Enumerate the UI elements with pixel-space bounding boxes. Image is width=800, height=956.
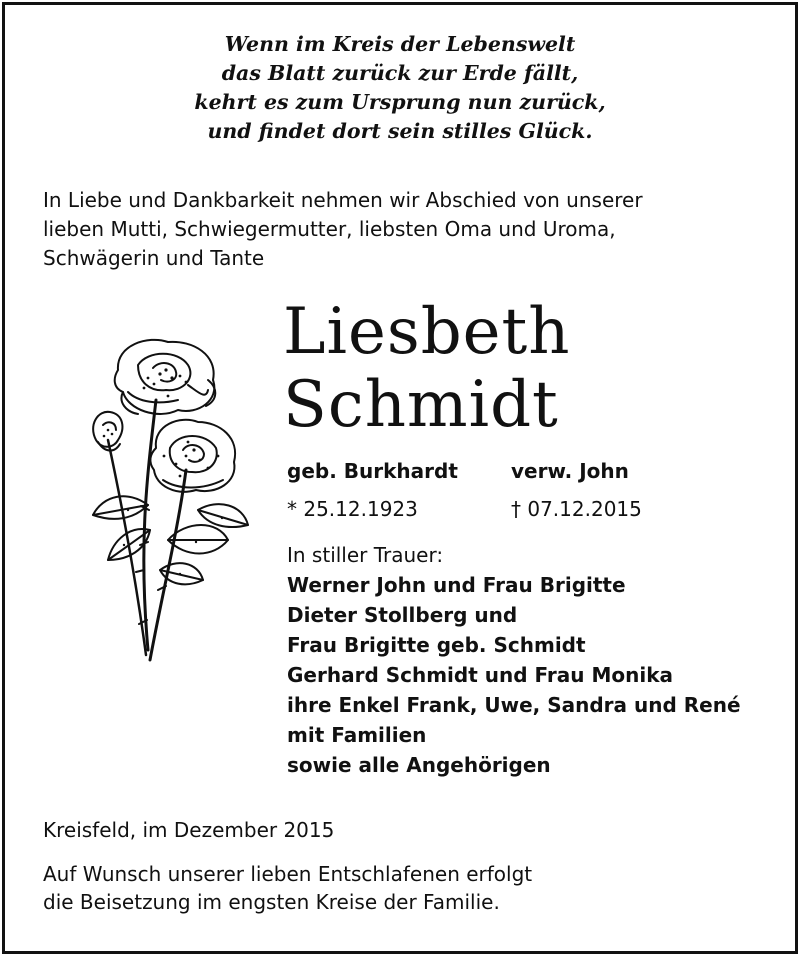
poem-line: kehrt es zum Ursprung nun zurück, [194, 90, 606, 114]
life-details [287, 452, 747, 528]
poem-line: Wenn im Kreis der Lebenswelt [224, 32, 576, 56]
mourners-heading: In stiller Trauer: [287, 543, 444, 567]
birth-name: geb. Burkhardt [287, 459, 458, 483]
rose-illustration [68, 330, 268, 690]
funeral-note-line: die Beisetzung im engsten Kreise der Familie. [43, 890, 500, 914]
mourners [287, 540, 767, 780]
intro-line: Schwägerin und Tante [43, 246, 265, 270]
mourner-line: mit Familien [287, 723, 427, 747]
intro-line: lieben Mutti, Schwiegermutter, liebsten Oma und Uroma, [43, 217, 616, 241]
rose-leaves [93, 496, 248, 584]
deceased-name [283, 296, 570, 442]
widowed-name: verw. John [511, 459, 629, 483]
funeral-note [43, 860, 532, 916]
stem [144, 400, 156, 650]
place-date: Kreisfeld, im Dezember 2015 [43, 818, 335, 842]
mourner-line: Gerhard Schmidt und Frau Monika [287, 663, 673, 687]
mourner-line: sowie alle Angehörigen [287, 753, 551, 777]
name-details-row [287, 452, 747, 490]
poem-line: das Blatt zurück zur Erde fällt, [221, 61, 579, 85]
mourner-line: Werner John und Frau Brigitte [287, 573, 626, 597]
rose-bloom-top [115, 340, 216, 414]
mourner-line: Frau Brigitte geb. Schmidt [287, 633, 586, 657]
birth-date: * 25.12.1923 [287, 497, 418, 521]
mourner-line: Dieter Stollberg und [287, 603, 518, 627]
poem [0, 30, 800, 146]
last-name: Schmidt [283, 368, 559, 442]
funeral-note-line: Auf Wunsch unserer lieben Entschlafenen erfolgt [43, 862, 533, 886]
poem-line: und findet dort sein stilles Glück. [207, 119, 593, 143]
intro-line: In Liebe und Dankbarkeit nehmen wir Abschied von unserer [43, 188, 643, 212]
mourner-line: ihre Enkel Frank, Uwe, Sandra und René [287, 693, 741, 717]
intro-text [43, 186, 763, 273]
first-name: Liesbeth [283, 295, 571, 369]
death-date: † 07.12.2015 [511, 497, 642, 521]
dates-row [287, 490, 747, 528]
